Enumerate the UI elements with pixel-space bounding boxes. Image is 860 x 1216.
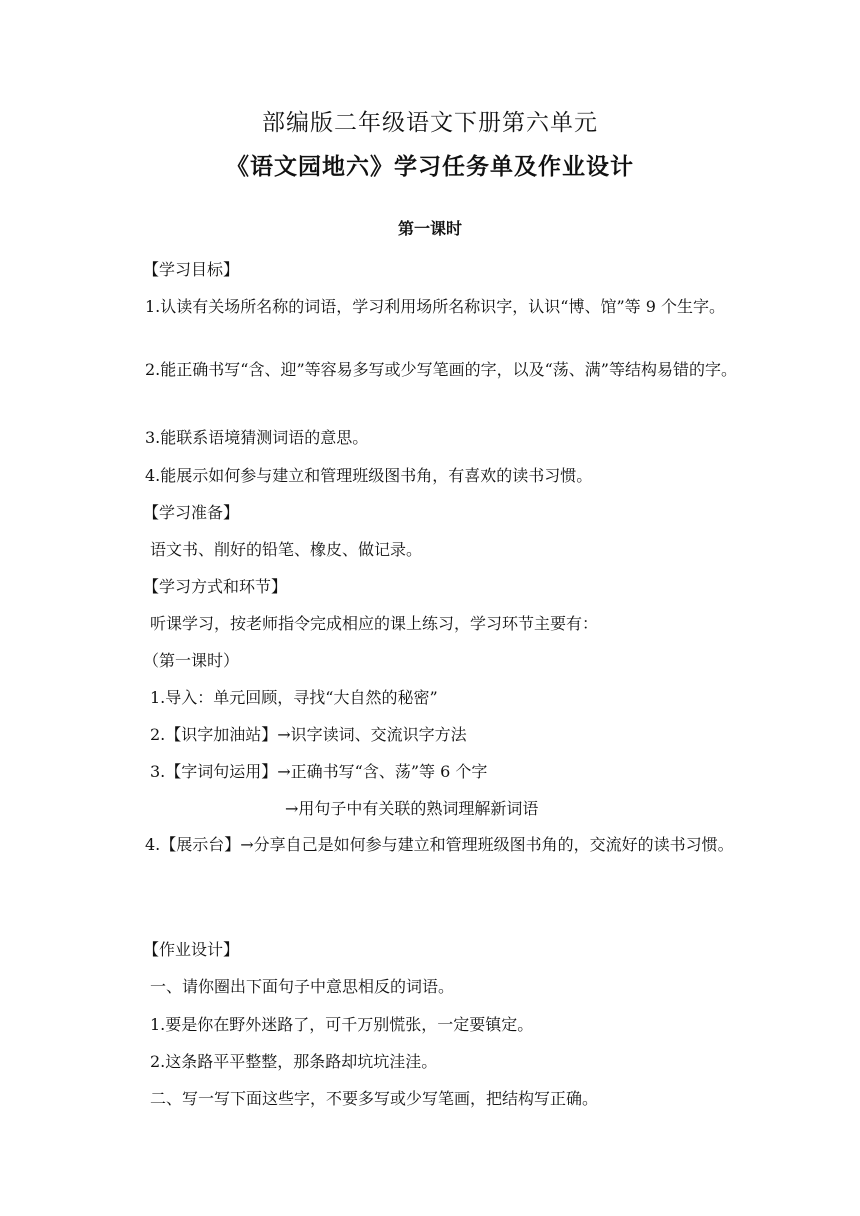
session-heading: 第一课时 [397,219,462,238]
method-intro: 听课学习，按老师指令完成相应的课上练习，学习环节主要有： [150,614,599,633]
document-title-line2: 《语文园地六》学习任务单及作业设计 [226,153,634,180]
method-step-1: 1.导入：单元回顾，寻找“大自然的秘密” [150,688,438,707]
objective-item-4: 4.能展示如何参与建立和管理班级图书角，有喜欢的读书习惯。 [145,466,593,485]
preparation-heading: 【学习准备】 [143,503,240,522]
method-step-4: 4.【展示台】→分享自己是如何参与建立和管理班级图书角的，交流好的读书习惯。 [145,835,734,854]
method-session-note: （第一课时） [143,651,240,670]
homework-q1-item-1: 1.要是你在野外迷路了，可千万别慌张，一定要镇定。 [150,1015,534,1034]
document-title-line1: 部编版二年级语文下册第六单元 [262,110,598,136]
method-step-3: 3.【字词句运用】→正确书写“含、荡”等 6 个字 [150,762,488,781]
method-heading: 【学习方式和环节】 [143,577,288,596]
homework-question-2: 二、写一写下面这些字，不要多写或少写笔画，把结构写正确。 [150,1089,599,1108]
objective-item-3: 3.能联系语境猜测词语的意思。 [145,428,369,447]
objective-item-2: 2.能正确书写“含、迎”等容易多写或少写笔画的字，以及“荡、满”等结构易错的字。 [145,360,737,379]
homework-question-1: 一、请你圈出下面句子中意思相反的词语。 [150,977,455,996]
objective-item-1: 1.认读有关场所名称的词语，学习利用场所名称识字，认识“博、馆”等 9 个生字。 [145,297,725,316]
method-step-3-continued: →用句子中有关联的熟词理解新词语 [285,799,539,818]
homework-q1-item-2: 2.这条路平平整整，那条路却坑坑洼洼。 [150,1052,438,1071]
method-step-2: 2.【识字加油站】→识字读词、交流识字方法 [150,725,467,744]
objectives-heading: 【学习目标】 [143,260,240,279]
homework-heading: 【作业设计】 [143,940,240,959]
preparation-text: 语文书、削好的铅笔、橡皮、做记录。 [150,540,423,559]
